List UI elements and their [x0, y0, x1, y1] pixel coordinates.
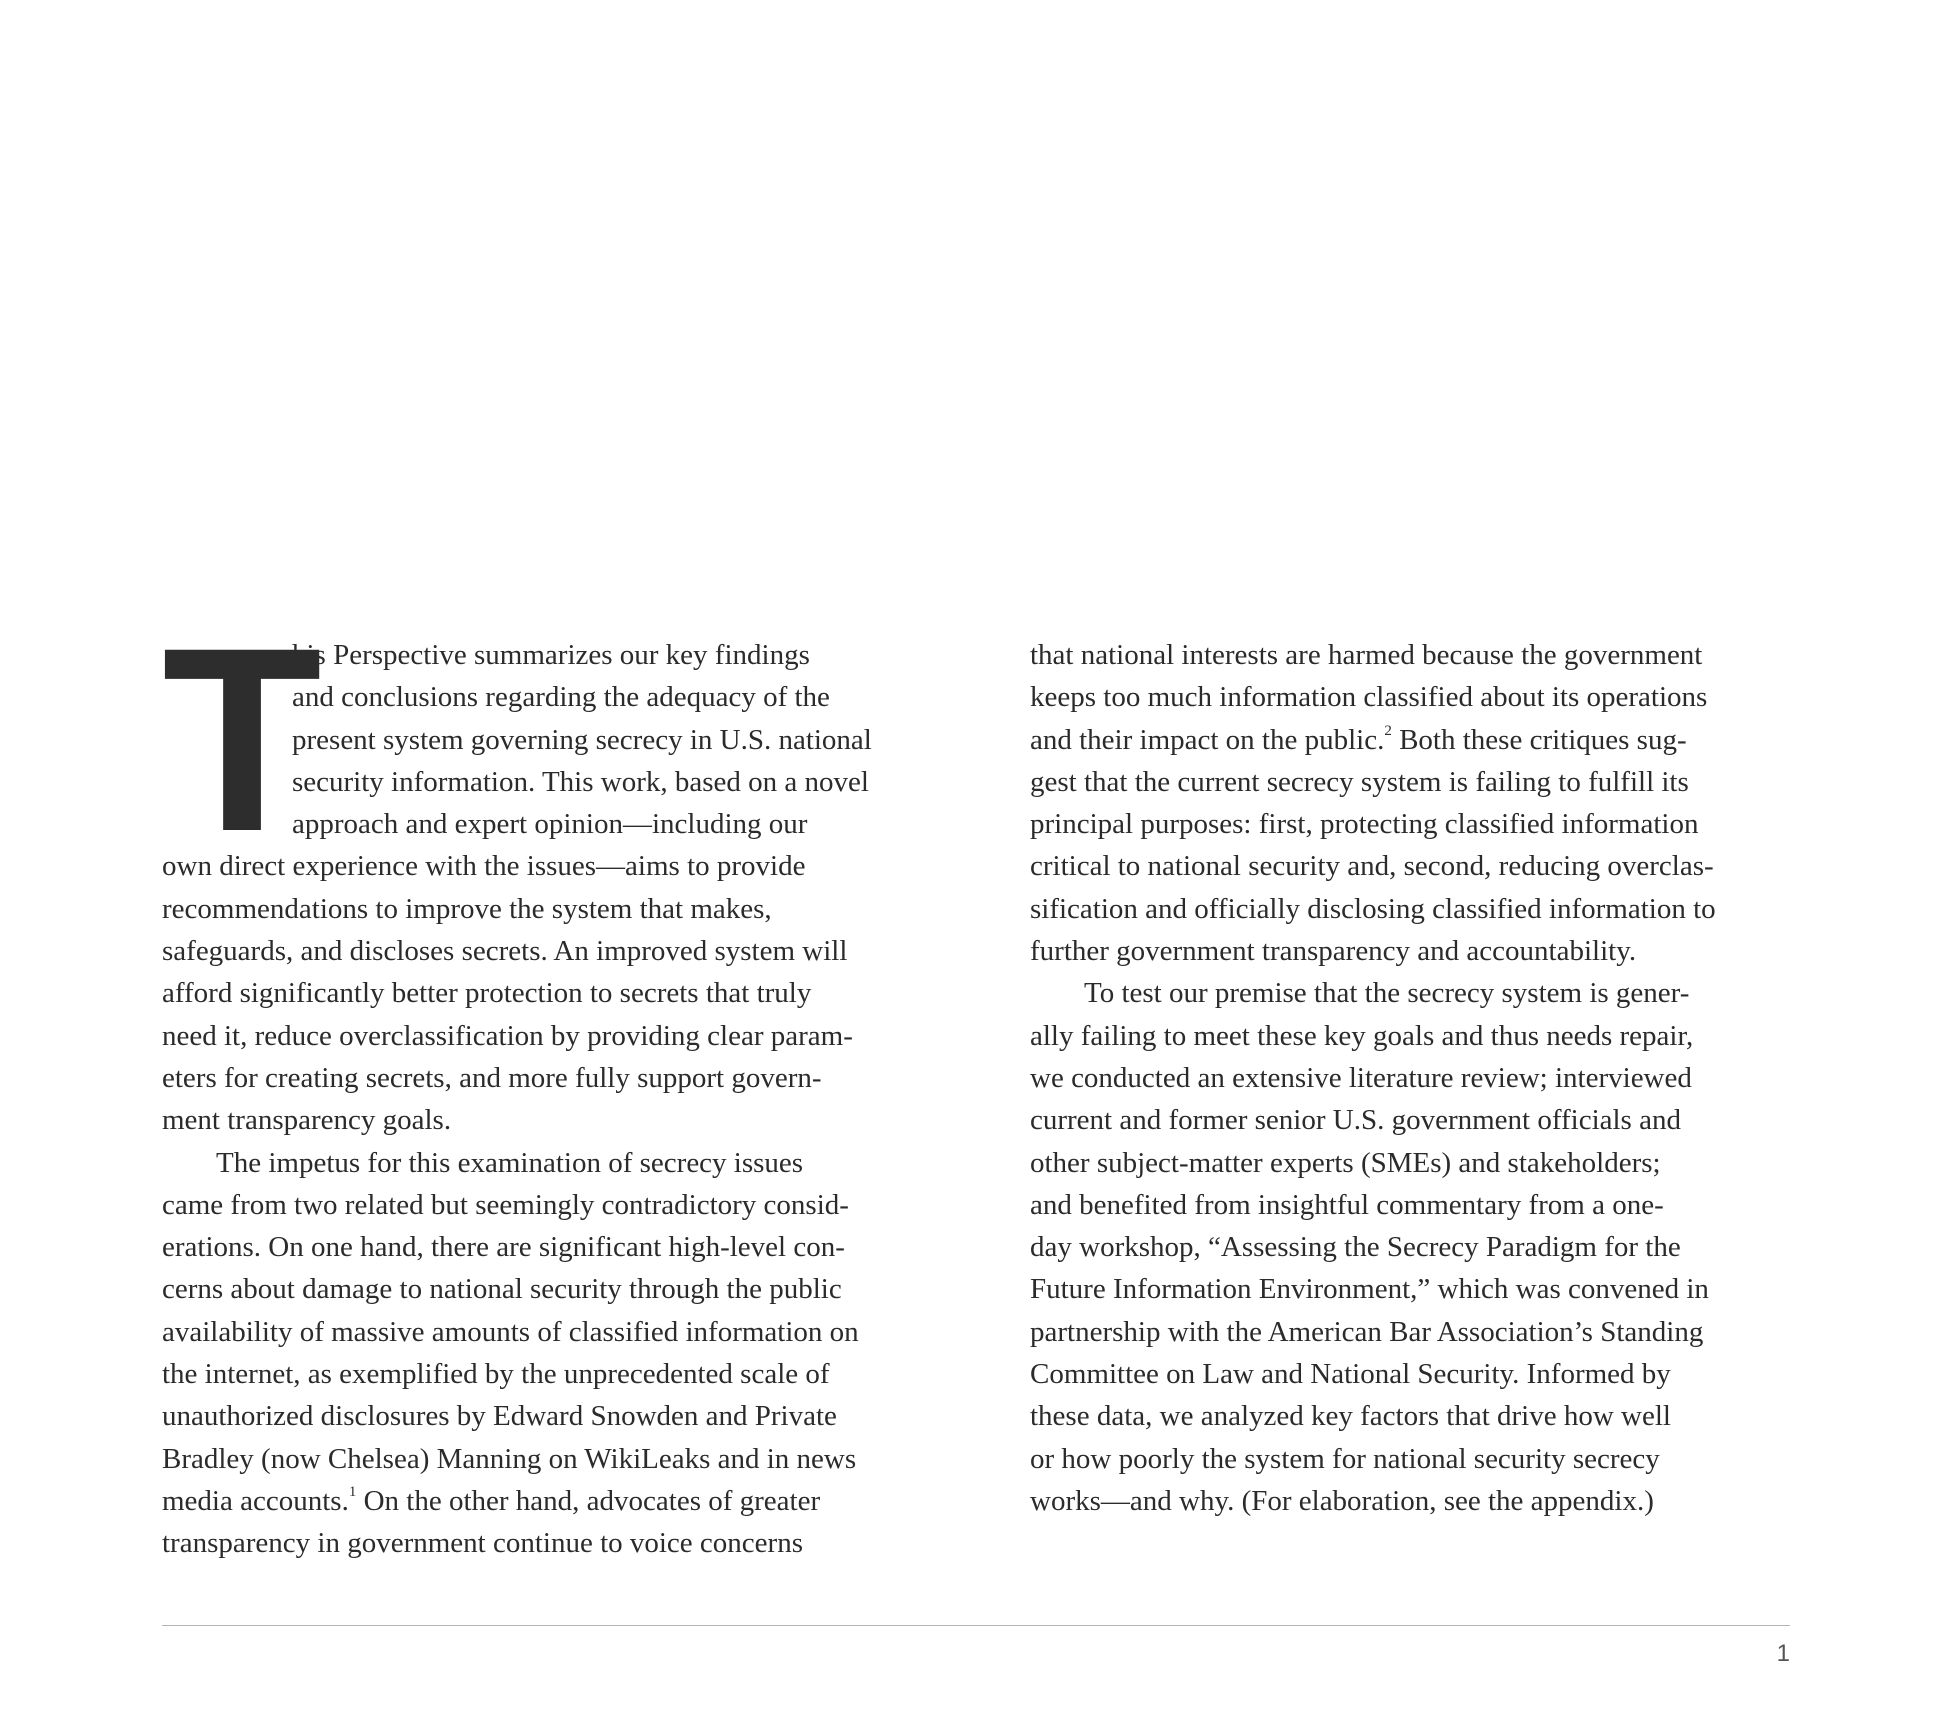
- drop-cap: T: [162, 593, 321, 886]
- text-line: security information. This work, based on a novel: [292, 765, 869, 798]
- text-line: Committee on Law and National Security. Informed by: [1030, 1358, 1671, 1391]
- footnote-ref-1[interactable]: 1: [348, 1484, 357, 1501]
- text-line: other subject-matter experts (SMEs) and stakeholders;: [1030, 1146, 1661, 1179]
- text-line: ment transparency goals.: [162, 1104, 452, 1137]
- text-line: ally failing to meet these key goals and thus needs repair,: [1030, 1019, 1694, 1052]
- text-line: gest that the current secrecy system is failing to fulfill its: [1030, 765, 1689, 798]
- text-line: partnership with the American Bar Association’s Standing: [1030, 1315, 1704, 1348]
- text-line: erations. On one hand, there are significant high-level con-: [162, 1231, 845, 1264]
- text-line: current and former senior U.S. government officials and: [1030, 1104, 1681, 1137]
- text-line: critical to national security and, second, reducing overclas-: [1030, 850, 1714, 883]
- footnote-ref-2[interactable]: 2: [1384, 722, 1392, 739]
- text-line: that national interests are harmed because the government: [1030, 639, 1703, 671]
- text-line: availability of massive amounts of classified information on: [162, 1315, 859, 1348]
- text-line: safeguards, and discloses secrets. An improved system will: [162, 935, 848, 968]
- text-line: need it, reduce overclassification by providing clear param-: [162, 1019, 853, 1052]
- text-line: day workshop, “Assessing the Secrecy Paradigm for the: [1030, 1231, 1681, 1264]
- text-fragment: Both these critiques sug-: [1391, 723, 1687, 756]
- text-line: eters for creating secrets, and more fully support govern-: [162, 1061, 822, 1094]
- text-line: transparency in government continue to voice concerns: [162, 1527, 803, 1560]
- text-line: Bradley (now Chelsea) Manning on WikiLeaks and in news: [162, 1442, 857, 1475]
- text-line: works—and why. (For elaboration, see the appendix.): [1030, 1484, 1654, 1517]
- page-number: 1: [1776, 1640, 1790, 1667]
- text-line: these data, we analyzed key factors that drive how well: [1030, 1400, 1671, 1433]
- text-line: own direct experience with the issues—aims to provide: [162, 850, 806, 883]
- text-line: To test our premise that the secrecy system is gener-: [1084, 977, 1690, 1010]
- text-line: the internet, as exemplified by the unprecedented scale of: [162, 1358, 830, 1391]
- text-line: we conducted an extensive literature review; interviewed: [1030, 1061, 1692, 1094]
- text-line: cerns about damage to national security through the public: [162, 1273, 842, 1306]
- text-fragment: media accounts.: [162, 1484, 349, 1517]
- text-line: recommendations to improve the system that makes,: [162, 892, 772, 925]
- text-line: Future Information Environment,” which was convened in: [1030, 1273, 1709, 1306]
- text-line: approach and expert opinion—including our: [292, 808, 808, 841]
- text-line: his Perspective summarizes our key findings: [292, 639, 810, 671]
- right-column: [1030, 634, 1800, 1522]
- text-line: present system governing secrecy in U.S. national: [292, 723, 872, 756]
- text-line: The impetus for this examination of secrecy issues: [216, 1146, 804, 1179]
- text-line: [1030, 719, 1800, 761]
- footer-divider: [162, 1625, 1790, 1626]
- text-line: keeps too much information classified about its operations: [1030, 681, 1708, 714]
- left-column: [162, 593, 932, 1565]
- text-line: and benefited from insightful commentary from a one-: [1030, 1188, 1664, 1221]
- text-line: and conclusions regarding the adequacy of the: [292, 681, 830, 714]
- text-line: came from two related but seemingly contradictory consid-: [162, 1188, 849, 1221]
- text-line: unauthorized disclosures by Edward Snowden and Private: [162, 1400, 837, 1433]
- text-line: afford significantly better protection to secrets that truly: [162, 977, 812, 1010]
- text-line: further government transparency and accountability.: [1030, 935, 1637, 968]
- text-fragment: and their impact on the public.: [1030, 723, 1385, 756]
- text-line: or how poorly the system for national security secrecy: [1030, 1442, 1660, 1475]
- text-line: sification and officially disclosing classified information to: [1030, 892, 1716, 925]
- text-line: principal purposes: first, protecting classified information: [1030, 808, 1699, 841]
- text-fragment: On the other hand, advocates of greater: [356, 1484, 821, 1517]
- text-line: [162, 1480, 932, 1522]
